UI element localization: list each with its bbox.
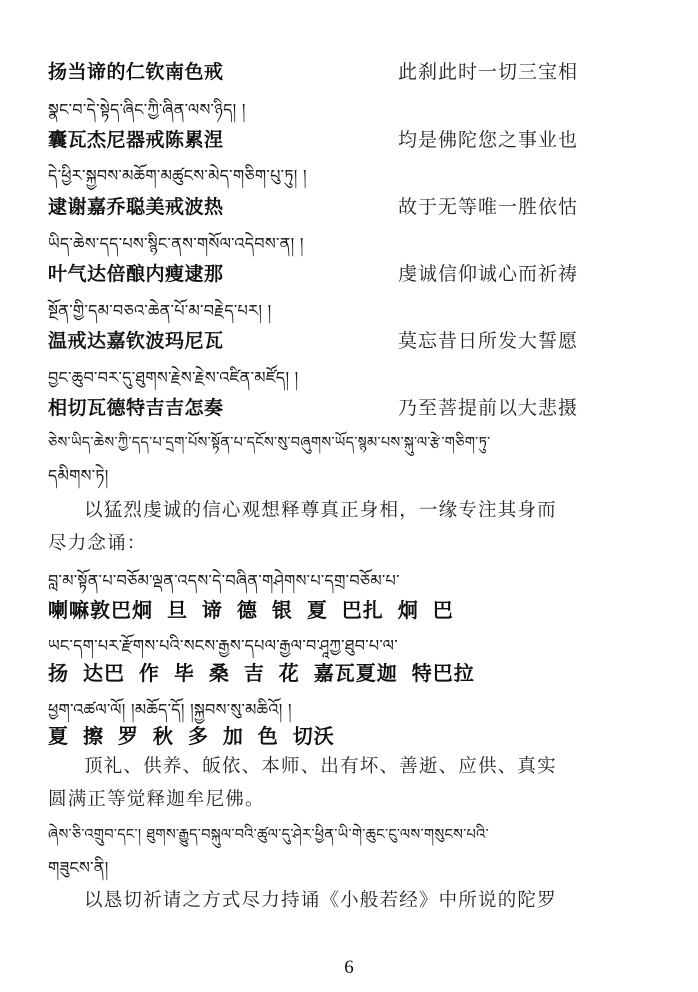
verse-6-tibetan-continued: དམིགས་ཏེ། [48, 466, 109, 485]
tibetan-prose-line-2: གཟུངས་ནི། [48, 858, 109, 877]
verse-2-translation: 均是佛陀您之事业也 [398, 129, 579, 151]
verse-1-translation: 此刹此时一切三宝相 [398, 61, 579, 83]
mantra-3-tibetan: ཕྱག་འཚལ་ལོ། །མཆོད་དོ། །སྐྱབས་སུ་མཆིའོ། ། [48, 700, 292, 719]
mantra-1-phonetic: 喇嘛敦巴炯 旦 谛 德 银 夏 巴扎 炯 巴 [48, 598, 454, 622]
mantra-2-tibetan: ཡང་དག་པར་རྫོགས་པའི་སངས་རྒྱས་དཔལ་རྒྱལ་བ་ཤཱཀྱ་ཐུབ་པ་ལ་ [48, 636, 398, 655]
tibetan-prose-line-1: ཞེས་ཅི་འགྲུབ་དང་། ཐུགས་རྒྱུད་བསྐུལ་བའི་ཚུལ་དུ་ཤེར་ཕྱིན་ཡི་གེ་ཆུང་ངུ་ལས་གསུངས་པའི་ [48, 827, 489, 843]
page-number: 6 [344, 957, 354, 978]
verse-2-tibetan: དེ་ཕྱིར་སྐྱབས་མཆོག་མཚུངས་མེད་གཅིག་པུ་ཏུ། ། [48, 166, 307, 185]
verse-1-tibetan: སྣང་བ་དེ་སྟེད་ཞིང་ཀྱི་ཞིན་ལས་ཉིད། ། [48, 100, 246, 119]
verse-5-tibetan: བྱང་ཆུབ་བར་དུ་ཐུགས་རྗེས་རྗེས་འཛིན་མཛོད། ། [48, 368, 299, 387]
verse-4-phonetic: 叶气达倍酿内瘦逮那 [48, 263, 224, 285]
paragraph-1-line-1: 以猛烈虔诚的信心观想释尊真正身相，一缘专注其身而 [84, 500, 557, 521]
verse-3-tibetan: ཡིད་ཆེས་དད་པས་སྙིང་ནས་གསོལ་འདེབས་ན། ། [48, 234, 304, 253]
verse-6-phonetic: 相切瓦德特吉吉怎奏 [48, 397, 224, 419]
verse-5-phonetic: 温戒达嘉钦波玛尼瓦 [48, 330, 224, 352]
verse-3-translation: 故于无等唯一胜依怙 [398, 196, 579, 218]
verse-4-translation: 虔诚信仰诚心而祈祷 [398, 263, 579, 285]
paragraph-3-line-1: 以恳切祈请之方式尽力持诵《小般若经》中所说的陀罗 [84, 890, 557, 911]
mantra-3-phonetic: 夏 擦 罗 秋 多 加 色 切沃 [48, 724, 335, 748]
verse-1-phonetic: 扬当谛的仁钦南色戒 [48, 61, 224, 83]
paragraph-2-line-1: 顶礼、供养、皈依、本师、出有坏、善逝、应供、真实 [84, 756, 557, 777]
mantra-2-phonetic: 扬 达巴 作 毕 桑 吉 花 嘉瓦夏迦 特巴拉 [48, 661, 475, 685]
verse-2-phonetic: 囊瓦杰尼器戒陈累涅 [48, 129, 224, 151]
verse-4-tibetan: སྔོན་གྱི་དམ་བཅའ་ཆེན་པོ་མ་བརྗེད་པར། ། [48, 301, 272, 320]
verse-5-translation: 莫忘昔日所发大誓愿 [398, 330, 579, 352]
paragraph-1-line-2: 尽力念诵： [48, 533, 147, 554]
verse-3-phonetic: 逮谢嘉乔聪美戒波热 [48, 196, 224, 218]
mantra-1-tibetan: བླ་མ་སྟོན་པ་བཅོམ་ལྡན་འདས་དེ་བཞིན་གཤེགས་པ་དགྲ་བཅོམ་པ་ [48, 571, 400, 590]
verse-6-translation: 乃至菩提前以大悲摄 [398, 397, 579, 419]
verse-6-tibetan: ཅེས་ཡིད་ཆེས་ཀྱི་དད་པ་དྲག་པོས་སྟོན་པ་དངོས་སུ་བཞུགས་ཡོད་སྙམ་པས་སྐུ་ལ་རྩེ་གཅིག་ཏུ་ [48, 435, 491, 451]
paragraph-2-line-2: 圆满正等觉释迦牟尼佛。 [48, 789, 265, 810]
